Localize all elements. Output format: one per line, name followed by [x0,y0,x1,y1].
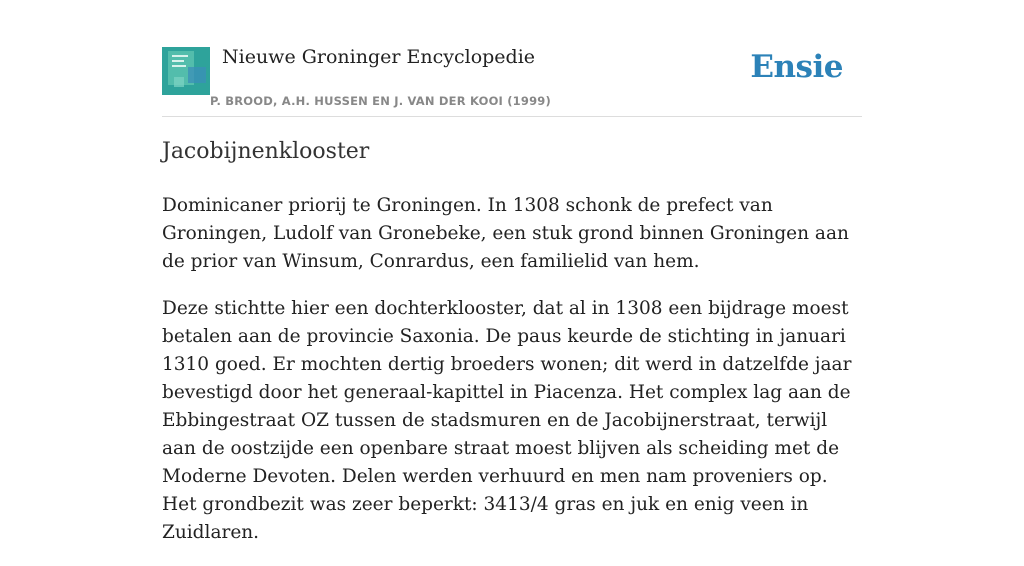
header [162,0,862,117]
entry-paragraph: Dominicaner priorij te Groningen. In 1308 schonk de prefect van Groningen, Ludolf van Gronebeke, een stuk grond binnen Groningen aan de prior van Winsum, Conrardus, een familielid van hem. [162,195,849,272]
book-cover-avatar[interactable] [162,47,210,95]
ensie-logo[interactable]: Ensie [750,49,843,85]
book-cover-icon [162,47,210,95]
entry-title: Jacobijnenklooster [162,139,370,164]
entry-body [162,192,862,566]
entry-paragraph: Deze stichtte hier een dochterklooster, dat al in 1308 een bijdrage moest betalen aan de provincie Saxonia. De paus keurde de stichting in januari 1310 goed. Er mochten dertig broeders wonen; dit werd in datzelfde jaar bevestigd door het generaal-kapittel in Piacenza. Het complex lag aan de Ebbingestraat OZ tussen de stadsmuren en de Jacobijnerstraat, terwijl aan de oostzijde een openbare straat moest blijven als scheiding met de Moderne Devoten. Delen werden verhuurd en men nam proveniers op. Het grondbezit was zeer beperkt: 3413/4 gras en juk en enig veen in Zuidlaren. [162,298,852,543]
book-authors: P. BROOD, A.H. HUSSEN EN J. VAN DER KOOI (1999) [210,94,551,108]
book-title[interactable]: Nieuwe Groninger Encyclopedie [222,46,536,68]
